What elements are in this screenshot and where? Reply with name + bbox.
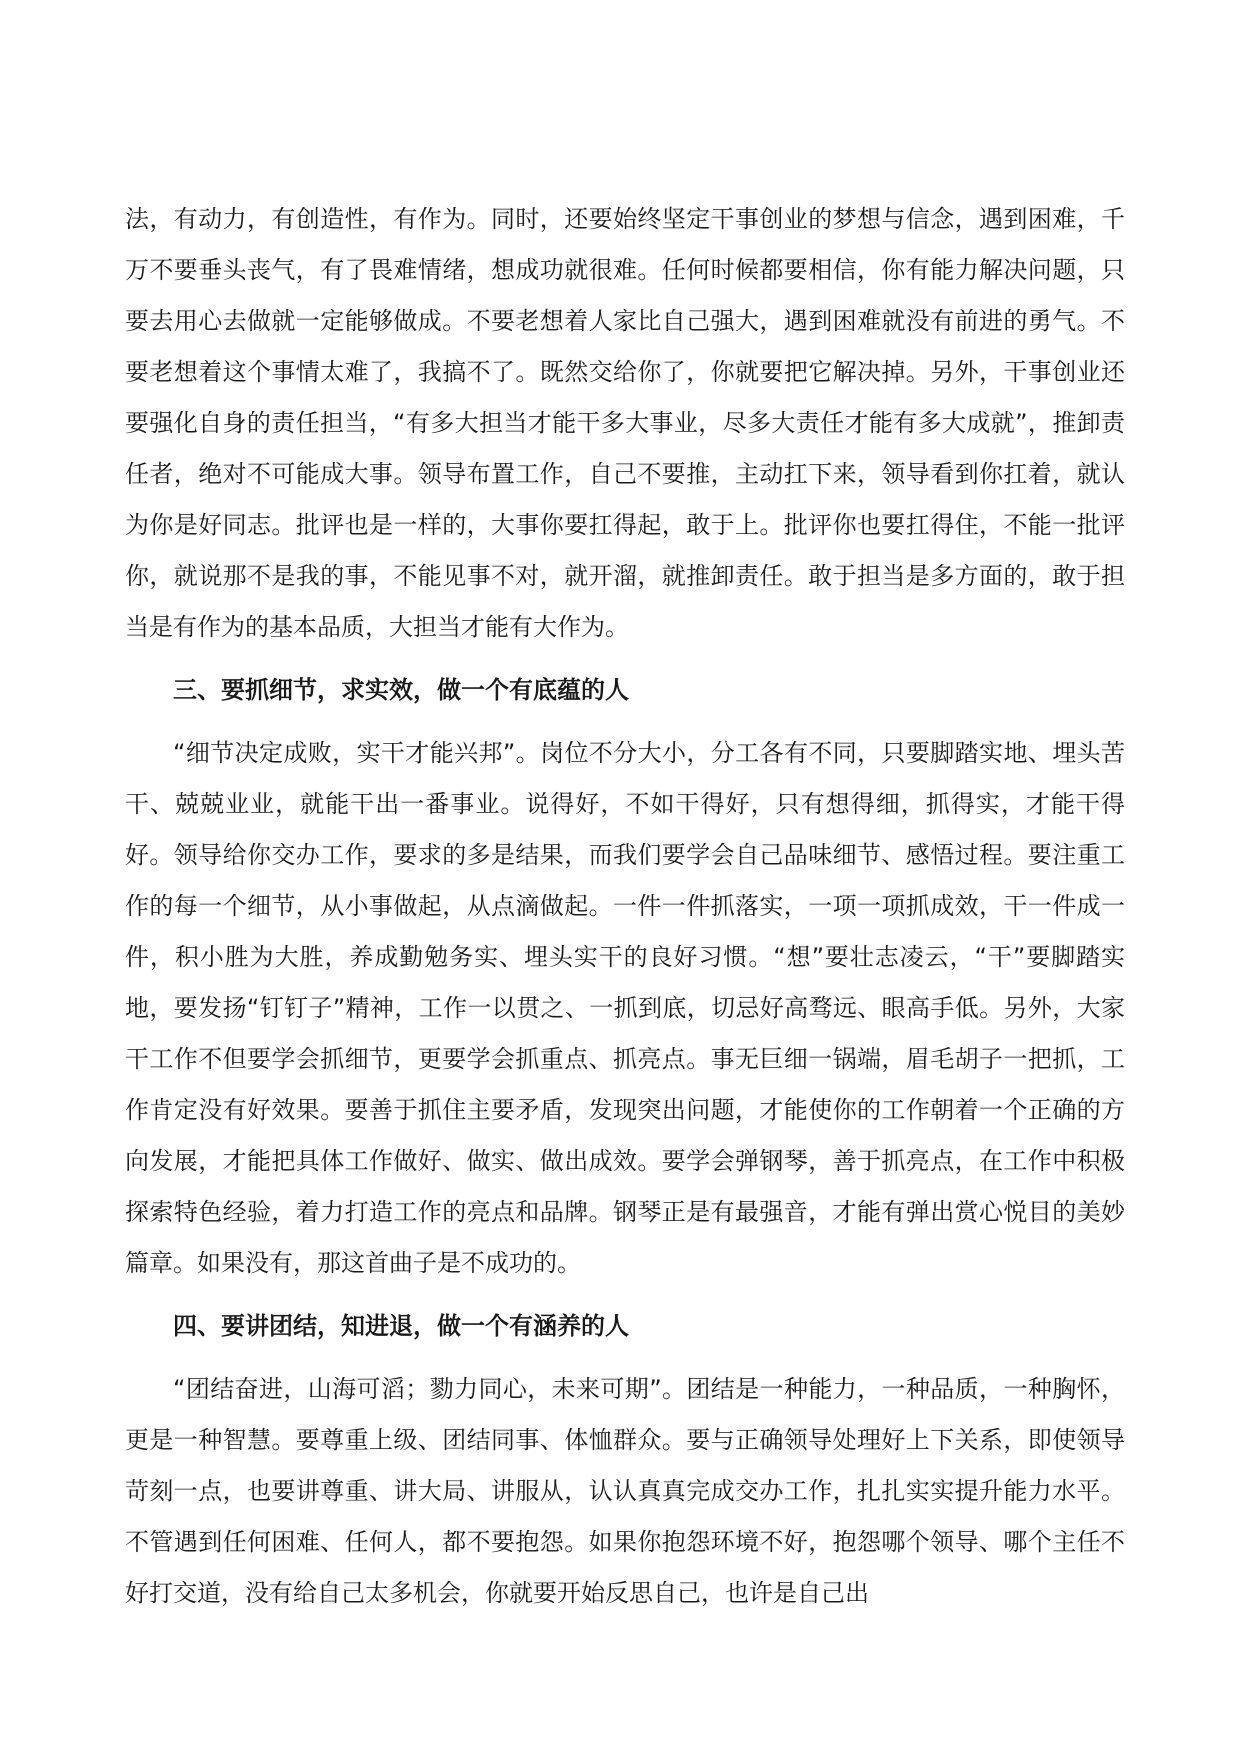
document-body: [125, 194, 1125, 1619]
section-heading-3: 三、要抓细节，求实效，做一个有底蕴的人: [173, 676, 629, 704]
paragraph-continued: 法，有动力，有创造性，有作为。同时，还要始终坚定干事创业的梦想与信念，遇到困难，千万不要垂头丧气，有了畏难情绪，想成功就很难。任何时候都要相信，你有能力解决问题，只要去用心去做就一定能够做成。不要老想着人家比自己强大，遇到困难就没有前进的勇气。不要老想着这个事情太难了，我搞不了。既然交给你了，你就要把它解决掉。另外，干事创业还要强化自身的责任担当，“有多大担当才能干多大事业，尽多大责任才能有多大成就”，推卸责任者，绝对不可能成大事。领导布置工作，自己不要推，主动扛下来，领导看到你扛着，就认为你是好同志。批评也是一样的，大事你要扛得起，敢于上。批评你也要扛得住，不能一批评你，就说那不是我的事，不能见事不对，就开溜，就推卸责任。敢于担当是多方面的，敢于担当是有作为的基本品质，大担当才能有大作为。: [125, 205, 1125, 641]
paragraph-section-3: “细节决定成败，实干才能兴邦”。岗位不分大小，分工各有不同，只要脚踏实地、埋头苦干、兢兢业业，就能干出一番事业。说得好，不如干得好，只有想得细，抓得实，才能干得好。领导给你交办工作，要求的多是结果，而我们要学会自己品味细节、感悟过程。要注重工作的每一个细节，从小事做起，从点滴做起。一件一件抓落实，一项一项抓成效，干一件成一件，积小胜为大胜，养成勤勉务实、埋头实干的良好习惯。“想”要壮志凌云，“干”要脚踏实地，要发扬“钉钉子”精神，工作一以贯之、一抓到底，切忌好高骛远、眼高手低。另外，大家干工作不但要学会抓细节，更要学会抓重点、抓亮点。事无巨细一锅端，眉毛胡子一把抓，工作肯定没有好效果。要善于抓住主要矛盾，发现突出问题，才能使你的工作朝着一个正确的方向发展，才能把具体工作做好、做实、做出成效。要学会弹钢琴，善于抓亮点，在工作中积极探索特色经验，着力打造工作的亮点和品牌。钢琴正是有最强音，才能有弹出赏心悦目的美妙篇章。如果没有，那这首曲子是不成功的。: [125, 739, 1125, 1277]
section-heading-4: 四、要讲团结，知进退，做一个有涵养的人: [173, 1312, 629, 1340]
paragraph-section-4: “团结奋进，山海可滔；勠力同心，未来可期”。团结是一种能力，一种品质，一种胸怀，更是一种智慧。要尊重上级、团结同事、体恤群众。要与正确领导处理好上下关系，即使领导苛刻一点，也要讲尊重、讲大局、讲服从，认认真真完成交办工作，扎扎实实提升能力水平。不管遇到任何困难、任何人，都不要抱怨。如果你抱怨环境不好，抱怨哪个领导、哪个主任不好打交道，没有给自己太多机会，你就要开始反思自己，也许是自己出: [125, 1375, 1125, 1607]
